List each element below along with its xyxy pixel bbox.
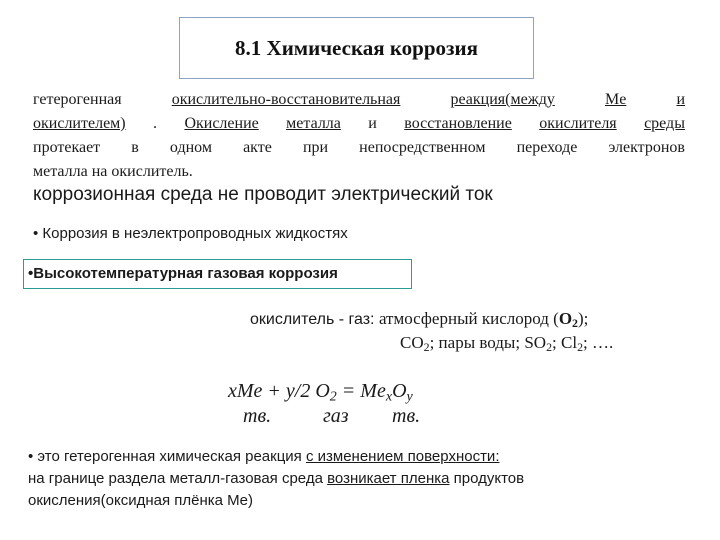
bullet-gas-corrosion: •Высокотемпературная газовая коррозия [28,265,338,282]
reaction-equation: xMe + y/2 $O_2 = Me_xO_y$ [228,380,413,405]
bottom-line-2: на границе раздела металл-газовая среда возникает пленка продуктов [28,470,525,487]
phase-solid-2: тв. [392,405,421,427]
bottom-paragraph [28,446,524,512]
title-box [179,17,534,79]
phase-gas: газ [323,405,349,427]
oxidizer-line-2: $CO_2$; пары воды; $SO_2$; $Cl_2$; …. [400,333,614,354]
oxidizer-line-1: окислитель - газ: атмосферный кислород $(O_2)$; [250,309,589,330]
definition-line-2: окислителем) . Окисление металла и восстановление окислителя среды [33,115,685,132]
definition-line-4: металла на окислитель. [33,163,193,180]
bottom-line-1: • это гетерогенная химическая реакция с изменением поверхности: [28,448,500,465]
bullet-nonconductive-liquids: • Коррозия в неэлектропроводных жидкостях [33,225,348,242]
definition-line-1: гетерогенная окислительно-восстановительная реакция(между Me и [33,91,685,108]
medium-statement: коррозионная среда не проводит электрический ток [33,184,493,205]
phase-solid-1: тв. [243,405,272,427]
bottom-line-3: окисления(оксидная плёнка Me) [28,492,254,509]
definition-paragraph [33,88,685,184]
page-title: 8.1 Химическая коррозия [235,35,478,60]
definition-line-3: протекает в одном акте при непосредственном переходе электронов [33,139,685,156]
